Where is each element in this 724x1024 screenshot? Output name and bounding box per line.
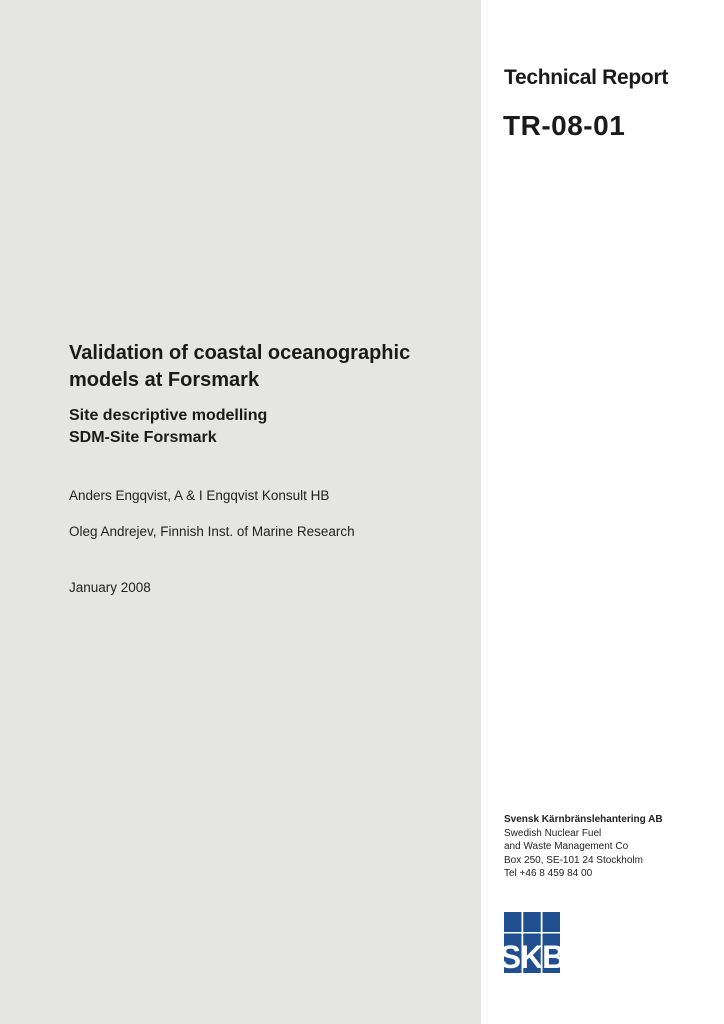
title-line-2: models at Forsmark xyxy=(69,369,260,391)
subtitle-line-1: Site descriptive modelling xyxy=(69,407,268,424)
author-2: Oleg Andrejev, Finnish Inst. of Marine Research xyxy=(69,524,355,539)
svg-text:SKB: SKB xyxy=(499,939,565,975)
report-type: Technical Report xyxy=(504,66,669,89)
title-line-1: Validation of coastal oceanographic xyxy=(69,342,411,364)
publication-date: January 2008 xyxy=(69,580,151,595)
subtitle-line-2: SDM-Site Forsmark xyxy=(69,429,217,446)
publisher-line-1: Swedish Nuclear Fuel xyxy=(504,827,602,839)
skb-logo xyxy=(499,912,565,975)
publisher-address: Box 250, SE-101 24 Stockholm xyxy=(504,854,643,866)
publisher-name: Svensk Kärnbränslehantering AB xyxy=(504,814,663,825)
report-title xyxy=(69,340,469,394)
author-1: Anders Engqvist, A & I Engqvist Konsult HB xyxy=(69,488,330,503)
report-number: TR-08-01 xyxy=(503,110,626,141)
publisher-line-2: and Waste Management Co xyxy=(504,841,629,852)
publisher-phone: Tel +46 8 459 84 00 xyxy=(504,868,593,879)
publisher-block xyxy=(504,813,663,881)
report-subtitle xyxy=(69,405,469,449)
